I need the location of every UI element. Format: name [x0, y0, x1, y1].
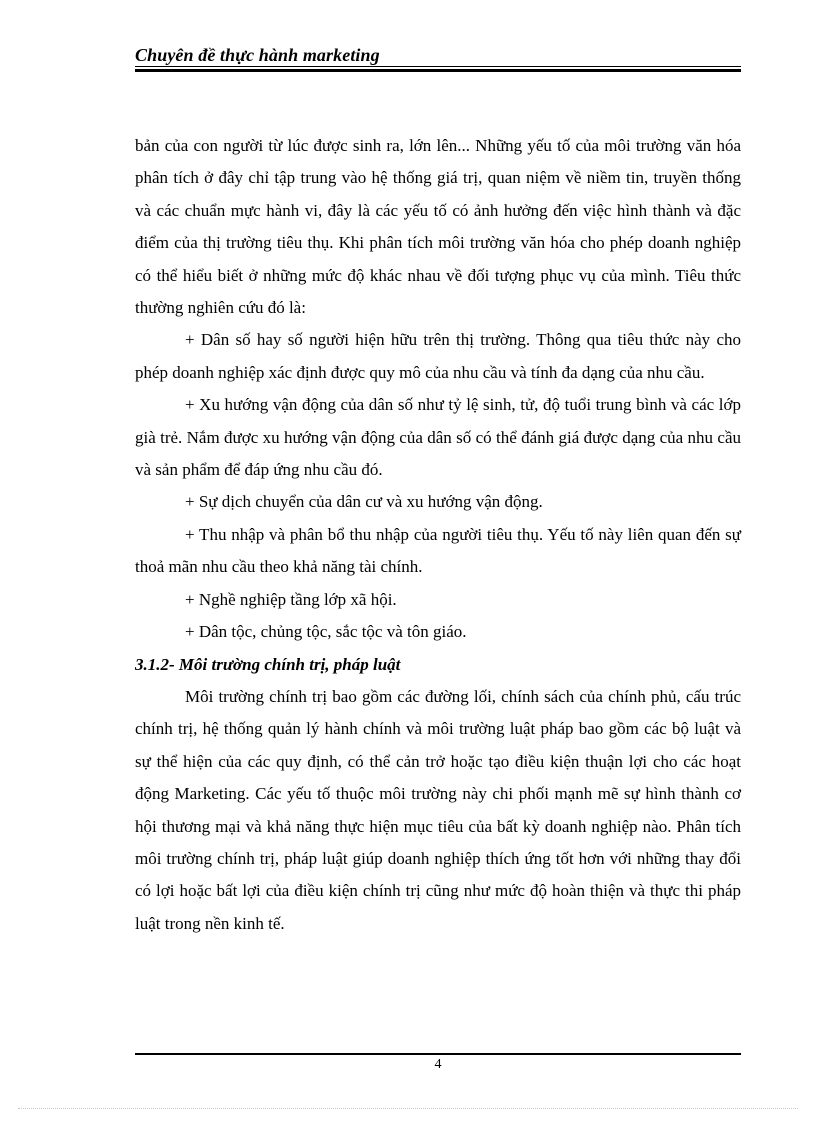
section-heading: 3.1.2- Môi trường chính trị, pháp luật [135, 654, 401, 674]
list-item: + Nghề nghiệp tầng lớp xã hội. [185, 589, 397, 609]
paragraph-culture: bản của con người từ lúc được sinh ra, lớn lên... Những yếu tố của môi trường văn hóa phân tích ở đây chỉ tập trung vào hệ thống giá trị, quan niệm về niềm tin, truyền thống và các chuẩn mực hành vi, đây là các yếu tố có ảnh hưởng đến việc hình thành và đặc điểm của thị trường tiêu thụ. Khi phân tích môi trường văn hóa cho phép doanh nghiệp có thể hiểu biết ở những mức độ khác nhau về đối tượng phục vụ của mình. Tiêu thức thường nghiên cứu đó là: [135, 136, 741, 318]
header-rule-thick [135, 69, 741, 72]
header-rule-thin [135, 66, 741, 67]
header-title: Chuyên đề thực hành marketing [135, 45, 380, 65]
list-item: + Dân số hay số người hiện hữu trên thị trường. Thông qua tiêu thức này cho phép doanh nghiệp xác định được quy mô của nhu cầu và tính đa dạng của nhu cầu. [135, 330, 741, 382]
document-body [135, 130, 741, 940]
list-item: + Thu nhập và phân bổ thu nhập của người tiêu thụ. Yếu tố này liên quan đến sự thoả mãn nhu cầu theo khả năng tài chính. [135, 524, 741, 577]
list-item: + Sự dịch chuyển của dân cư và xu hướng vận động. [185, 492, 543, 512]
list-item: + Xu hướng vận động của dân số như tỷ lệ sinh, tử, độ tuổi trung bình và các lớp già trẻ. Nắm được xu hướng vận động của dân số có thể đánh giá được dạng của nhu cầu và sản phẩm để đáp ứng nhu cầu đó. [135, 395, 741, 480]
footer-rule [135, 1053, 741, 1055]
paragraph-political-legal: Môi trường chính trị bao gồm các đường lối, chính sách của chính phủ, cấu trúc chính trị, hệ thống quản lý hành chính và môi trường luật pháp bao gồm các bộ luật và sự thể hiện của các quy định, có thể cản trở hoặc tạo điều kiện thuận lợi cho các hoạt động Marketing. Các yếu tố thuộc môi trường này chi phối mạnh mẽ sự hình thành cơ hội thương mại và khả năng thực hiện mục tiêu của bất kỳ doanh nghiệp nào. Phân tích môi trường chính trị, pháp luật giúp doanh nghiệp thích ứng tốt hơn với những thay đổi có lợi hoặc bất lợi của điều kiện chính trị cũng như mức độ hoàn thiện và thực thi pháp luật trong nền kinh tế. [135, 686, 741, 933]
list-item: + Dân tộc, chủng tộc, sắc tộc và tôn giáo. [185, 622, 467, 642]
page-number: 4 [434, 1057, 442, 1072]
page-bottom-dotted-border [18, 1108, 798, 1109]
page-header [135, 44, 741, 66]
